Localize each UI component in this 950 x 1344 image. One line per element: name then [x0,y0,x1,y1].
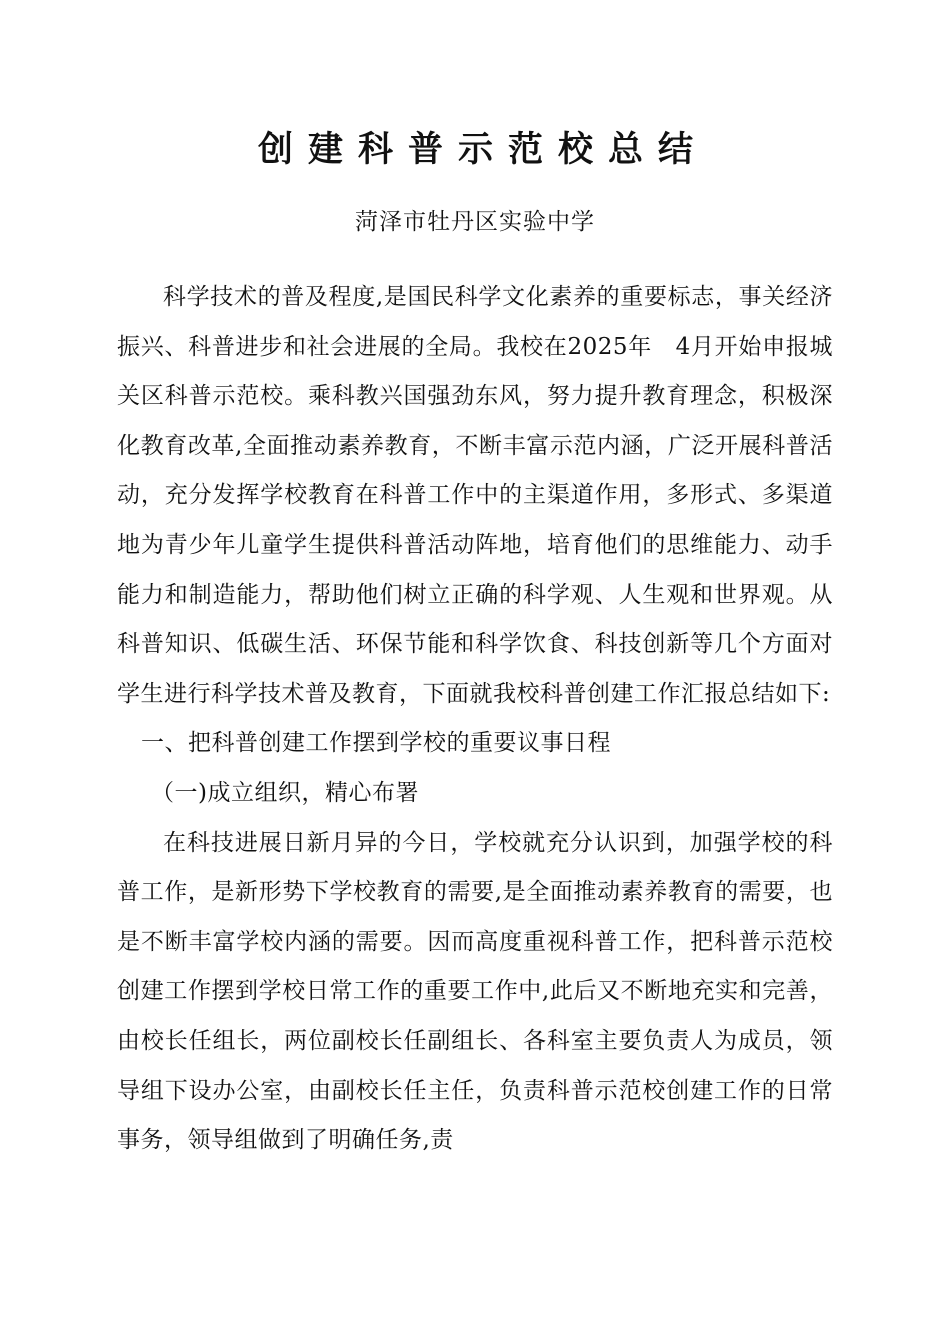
section-heading: 一、把科普创建工作摆到学校的重要议事日程 [141,730,611,757]
document-body [117,273,833,1166]
subsection-paragraph: 在科技进展日新月异的今日，学校就充分认识到，加强学校的科普工作，是新形势下学校教育的需要,是全面推动素养教育的需要，也是不断丰富学校内涵的需要。因而高度重视科普工作，把科普示范校创建工作摆到学校日常工作的重要工作中,此后又不断地充实和完善，由校长任组长，两位副校长任副组长、各科室主要负责人为成员，领导组下设办公室，由副校长任主任，负责科普示范校创建工作的日常事务，领导组做到了明确任务,责 [117,829,833,1154]
document-title: 创建科普示范校总结 [257,130,708,170]
subsection-heading: （一)成立组织，精心布署 [151,779,419,806]
document-author: 菏泽市牡丹区实验中学 [355,209,595,235]
intro-paragraph: 科学技术的普及程度,是国民科学文化素养的重要标志，事关经济振兴、科普进步和社会进展的全局。我校在2025年 4月开始申报城关区科普示范校。乘科教兴国强劲东风，努力提升教育理念，积极深化教育改革,全面推动素养教育，不断丰富示范内涵，广泛开展科普活动，充分发挥学校教育在科普工作中的主渠道作用，多形式、多渠道地为青少年儿童学生提供科普活动阵地，培育他们的思维能力、动手能力和制造能力，帮助他们树立正确的科学观、人生观和世界观。从科普知识、低碳生活、环保节能和科学饮食、科技创新等几个方面对学生进行科学技术普及教育，下面就我校科普创建工作汇报总结如下: [117,284,833,707]
